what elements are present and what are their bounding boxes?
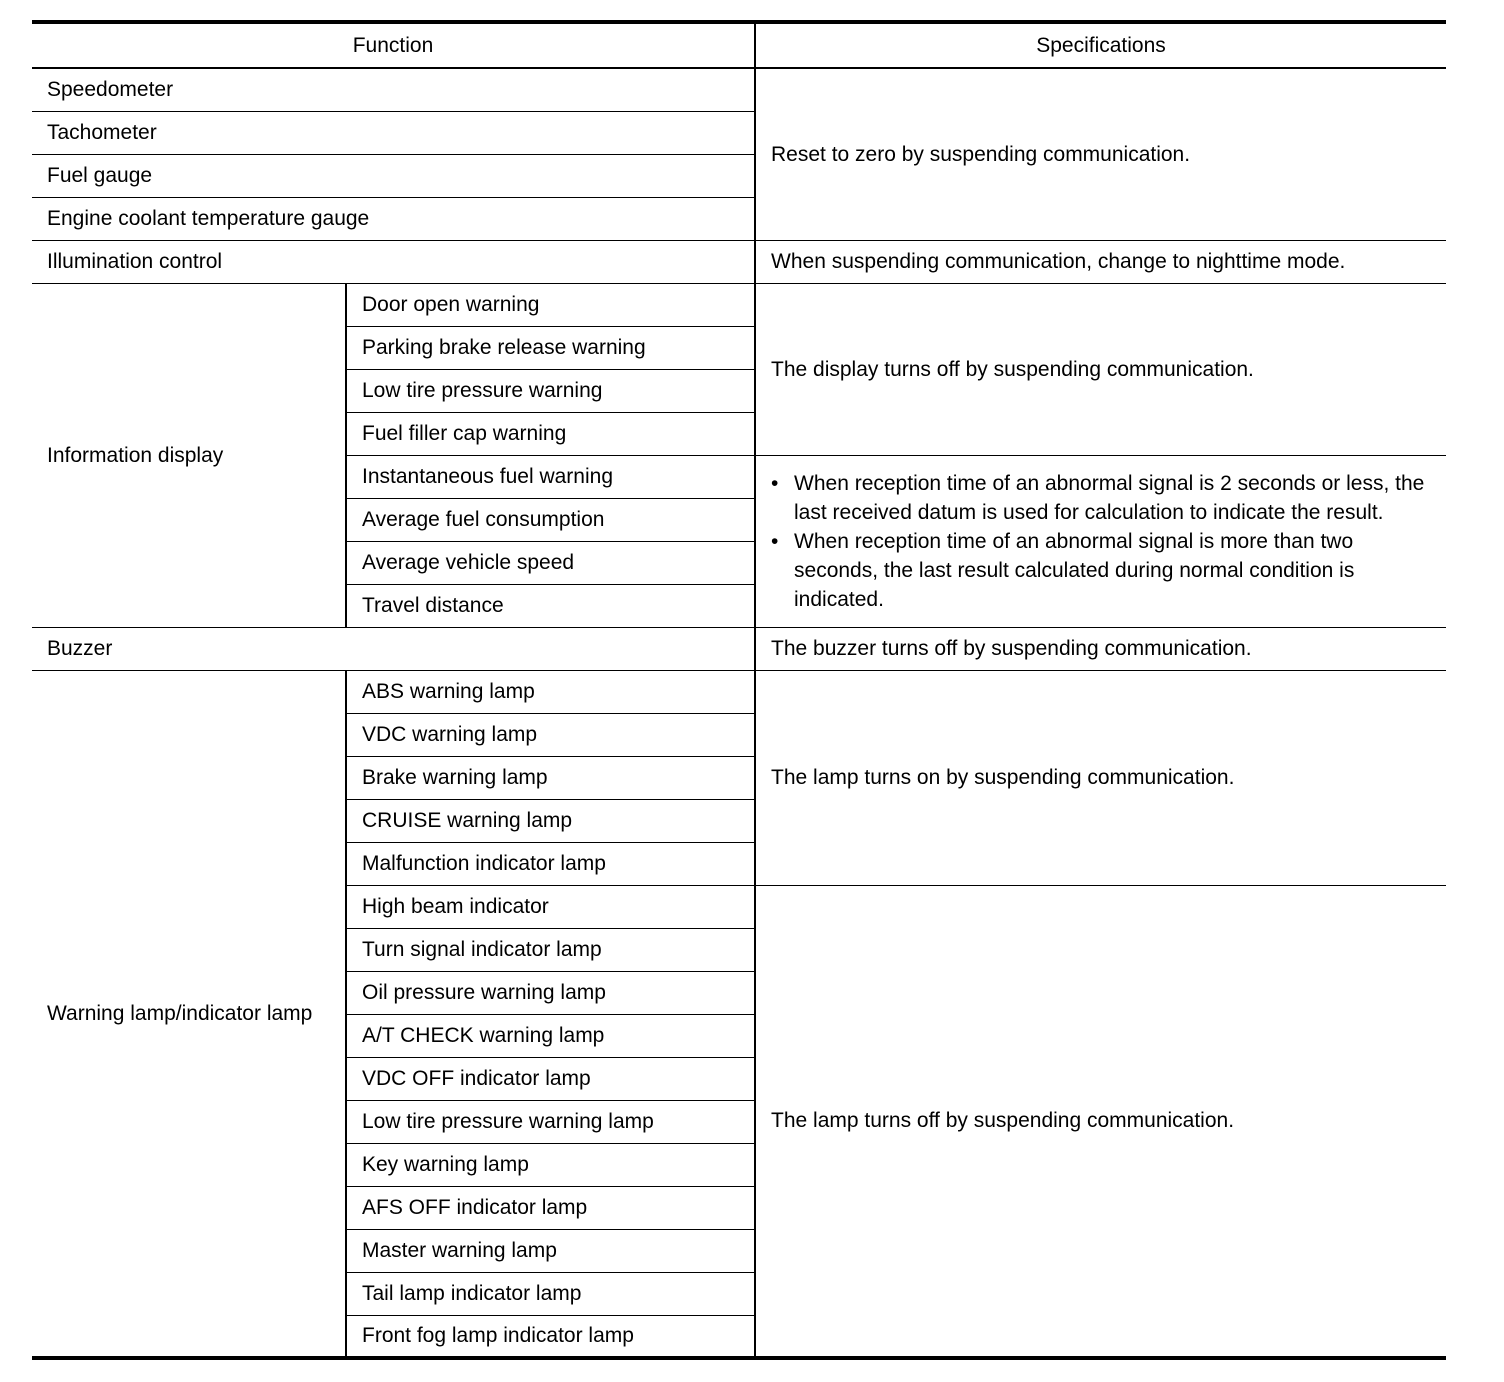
lamp-item: Master warning lamp — [346, 1229, 755, 1272]
header-specifications: Specifications — [755, 22, 1446, 68]
table-row — [32, 240, 1446, 283]
lamp-item: VDC warning lamp — [346, 713, 755, 756]
info-item: Parking brake release warning — [346, 326, 755, 369]
lamp-item: Brake warning lamp — [346, 756, 755, 799]
lamps-group1-spec: The lamp turns on by suspending communication. — [755, 670, 1446, 885]
info-item: Average vehicle speed — [346, 541, 755, 584]
table-row — [32, 68, 1446, 111]
spec-bullet: • When reception time of an abnormal signal is more than two seconds, the last result calculated during normal condition is indicated. — [771, 527, 1431, 614]
info-item: Average fuel consumption — [346, 498, 755, 541]
header-row — [32, 22, 1446, 68]
gauge-fuel: Fuel gauge — [32, 154, 755, 197]
info-item: Fuel filler cap warning — [346, 412, 755, 455]
info-item: Door open warning — [346, 283, 755, 326]
lamp-item: ABS warning lamp — [346, 670, 755, 713]
info-item: Instantaneous fuel warning — [346, 455, 755, 498]
lamps-group2-spec: The lamp turns off by suspending communication. — [755, 885, 1446, 1358]
gauge-coolant-temp: Engine coolant temperature gauge — [32, 197, 755, 240]
lamp-item: CRUISE warning lamp — [346, 799, 755, 842]
info-item: Low tire pressure warning — [346, 369, 755, 412]
buzzer-spec: The buzzer turns off by suspending communication. — [755, 627, 1446, 670]
table-row — [32, 627, 1446, 670]
gauge-tachometer: Tachometer — [32, 111, 755, 154]
lamp-item: Turn signal indicator lamp — [346, 928, 755, 971]
gauge-speedometer: Speedometer — [32, 68, 755, 111]
spec-bullet: • When reception time of an abnormal signal is 2 seconds or less, the last received datum is used for calculation to indicate the result. — [771, 469, 1431, 527]
info-item: Travel distance — [346, 584, 755, 627]
spec-bullet-list — [771, 469, 1431, 614]
function-spec-table — [32, 20, 1446, 1360]
lamp-item: Low tire pressure warning lamp — [346, 1100, 755, 1143]
table-row — [32, 670, 1446, 713]
table-row — [32, 283, 1446, 326]
info-group1-spec: The display turns off by suspending communication. — [755, 283, 1446, 455]
illumination-spec: When suspending communication, change to nighttime mode. — [755, 240, 1446, 283]
header-function: Function — [32, 22, 755, 68]
buzzer-label: Buzzer — [32, 627, 755, 670]
lamp-item: Malfunction indicator lamp — [346, 842, 755, 885]
lamp-item: High beam indicator — [346, 885, 755, 928]
lamp-item: Key warning lamp — [346, 1143, 755, 1186]
illumination-label: Illumination control — [32, 240, 755, 283]
info-group2-spec — [755, 455, 1446, 627]
lamp-item: Tail lamp indicator lamp — [346, 1272, 755, 1315]
gauges-spec: Reset to zero by suspending communication. — [755, 68, 1446, 240]
lamp-item: A/T CHECK warning lamp — [346, 1014, 755, 1057]
lamp-item: Oil pressure warning lamp — [346, 971, 755, 1014]
warning-lamps-label: Warning lamp/indicator lamp — [32, 670, 346, 1358]
info-display-label: Information display — [32, 283, 346, 627]
lamp-item: AFS OFF indicator lamp — [346, 1186, 755, 1229]
lamp-item: Front fog lamp indicator lamp — [346, 1315, 755, 1358]
lamp-item: VDC OFF indicator lamp — [346, 1057, 755, 1100]
